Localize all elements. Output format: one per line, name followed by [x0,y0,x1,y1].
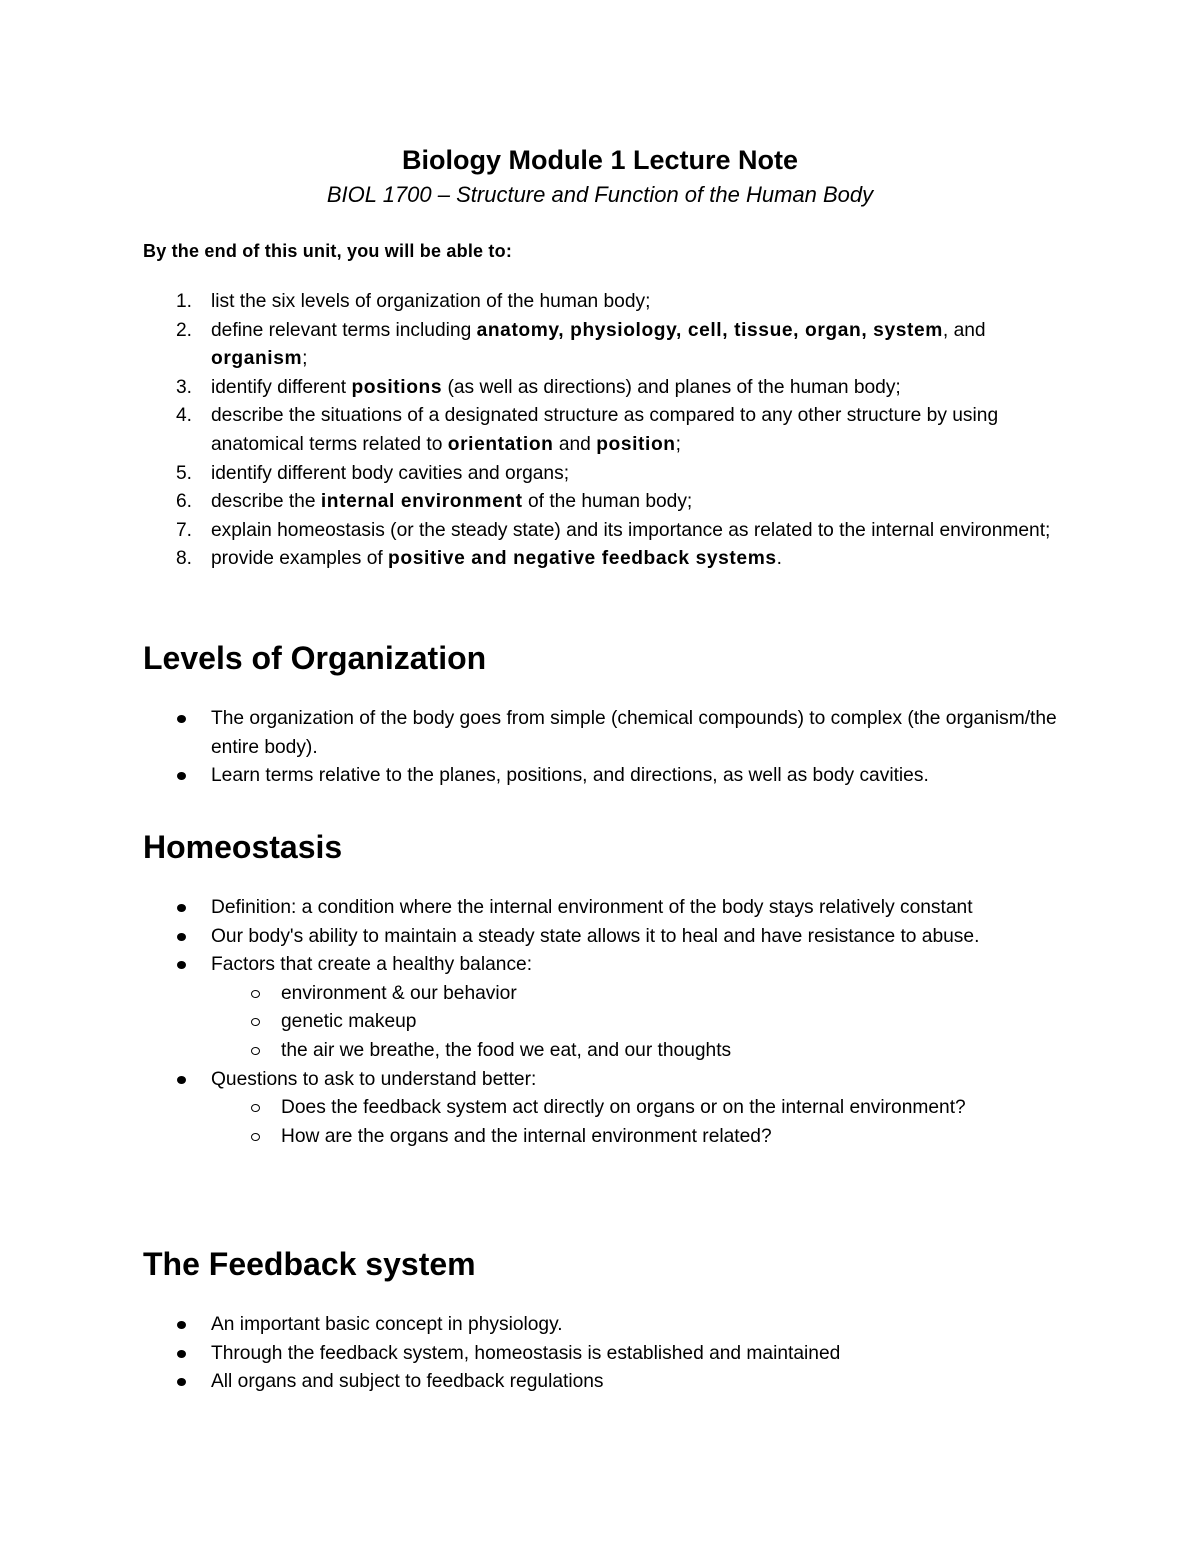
list-item [143,1066,1073,1152]
list-item [143,762,1073,791]
objective-bold-text: organism [211,348,303,370]
list-item [143,1340,1073,1369]
objective-bold-text: position [596,433,676,455]
bullet-icon [177,1378,186,1386]
list-item-text: The organization of the body goes from simple (chemical compounds) to complex (the organism/the entire body). [211,708,1057,758]
list-number: 8. [176,548,193,570]
sublist-item-text: genetic makeup [281,1011,417,1033]
hollow-bullet-icon [251,1018,260,1026]
objective-text: ; [675,433,681,455]
sublist-item [210,1008,1073,1037]
objective-text: identify different [211,376,352,398]
list-item-text: Factors that create a healthy balance: [211,954,533,976]
sublist-item [210,1123,1073,1152]
objective-text: , and [942,319,986,341]
list-item [143,894,1073,923]
bullet-icon [177,715,186,723]
sublist-item [210,980,1073,1009]
objective-item [143,488,1073,517]
document-subtitle: BIOL 1700 – Structure and Function of the Human Body [326,182,874,207]
hollow-bullet-icon [251,1133,260,1141]
objective-text: identify different body cavities and organs; [211,462,570,484]
objectives-intro: By the end of this unit, you will be able to: [143,241,513,261]
list-item-text: Definition: a condition where the internal environment of the body stays relatively constant [211,897,973,918]
list-number: 3. [176,376,193,398]
objective-bold-text: positions [351,376,443,398]
objective-text: and [553,433,597,455]
objective-item [143,545,1073,574]
hollow-bullet-icon [251,990,260,998]
list-number: 2. [176,319,193,341]
objective-text: ; [302,348,308,370]
list-item-text: Learn terms relative to the planes, positions, and directions, as well as body cavities. [211,765,929,787]
objective-text: list the six levels of organization of the human body; [211,291,651,312]
objective-text: provide examples of [211,548,389,570]
objective-text: define relevant terms including [211,319,477,341]
sublist-item-text: Does the feedback system act directly on organs or on the internal environment? [281,1097,966,1119]
objective-bold-text: orientation [447,433,554,455]
bullet-icon [177,904,186,912]
list-number: 6. [176,491,193,513]
list-item-text: Through the feedback system, homeostasis is established and maintained [211,1342,841,1364]
objective-item [143,402,1073,459]
list-item-text: An important basic concept in physiology. [211,1314,563,1335]
bullet-icon [177,772,186,780]
objective-text: describe the situations of a designated structure as compared to any other structure by using anatomical terms related to [211,405,999,455]
feedback-list [143,1311,1073,1397]
objective-bold-text: positive and negative feedback systems [388,548,777,570]
sublist-item [210,1037,1073,1066]
objectives-list [143,288,1073,574]
sublist-item [210,1094,1073,1123]
document-title: Biology Module 1 Lecture Note [401,145,799,175]
objective-item [143,517,1073,546]
bullet-icon [177,961,186,969]
hollow-bullet-icon [251,1047,260,1055]
bullet-icon [177,933,186,941]
sublist-item-text: environment & our behavior [281,982,517,1004]
homeostasis-list [143,894,1073,1151]
list-item [143,1311,1073,1340]
heading-feedback-system: The Feedback system [143,1246,476,1282]
objective-item [143,374,1073,403]
list-number: 7. [176,519,193,541]
list-item-text: All organs and subject to feedback regulations [211,1371,604,1393]
heading-levels-of-organization: Levels of Organization [143,640,487,676]
objective-bold-text: internal environment [320,491,523,513]
bullet-icon [177,1350,186,1358]
bullet-icon [177,1321,186,1329]
hollow-bullet-icon [251,1104,260,1112]
list-number: 1. [176,291,193,312]
levels-list [143,705,1073,791]
sublist-item-text: the air we breathe, the food we eat, and our thoughts [281,1039,732,1061]
objective-text: . [776,548,782,570]
objective-bold-text: anatomy, physiology, cell, tissue, organ, system [476,319,943,341]
objective-text: describe the [211,491,321,513]
objective-item [143,460,1073,489]
heading-homeostasis: Homeostasis [143,829,343,865]
questions-sublist [211,1094,1073,1151]
objective-item [143,288,1073,317]
bullet-icon [177,1076,186,1084]
list-number: 5. [176,462,193,484]
list-item [143,705,1073,762]
list-number: 4. [176,405,193,427]
objective-item [143,317,1073,374]
list-item [143,1368,1073,1397]
list-item-text: Our body's ability to maintain a steady state allows it to heal and have resistance to abuse. [211,925,980,947]
factors-sublist [211,980,1073,1066]
list-item-text: Questions to ask to understand better: [211,1068,537,1090]
objective-text: of the human body; [522,491,693,513]
objective-text: explain homeostasis (or the steady state) and its importance as related to the internal environment; [211,519,1051,541]
sublist-item-text: How are the organs and the internal environment related? [281,1125,772,1147]
list-item [143,923,1073,952]
objective-text: (as well as directions) and planes of the human body; [442,376,901,398]
list-item [143,951,1073,1065]
